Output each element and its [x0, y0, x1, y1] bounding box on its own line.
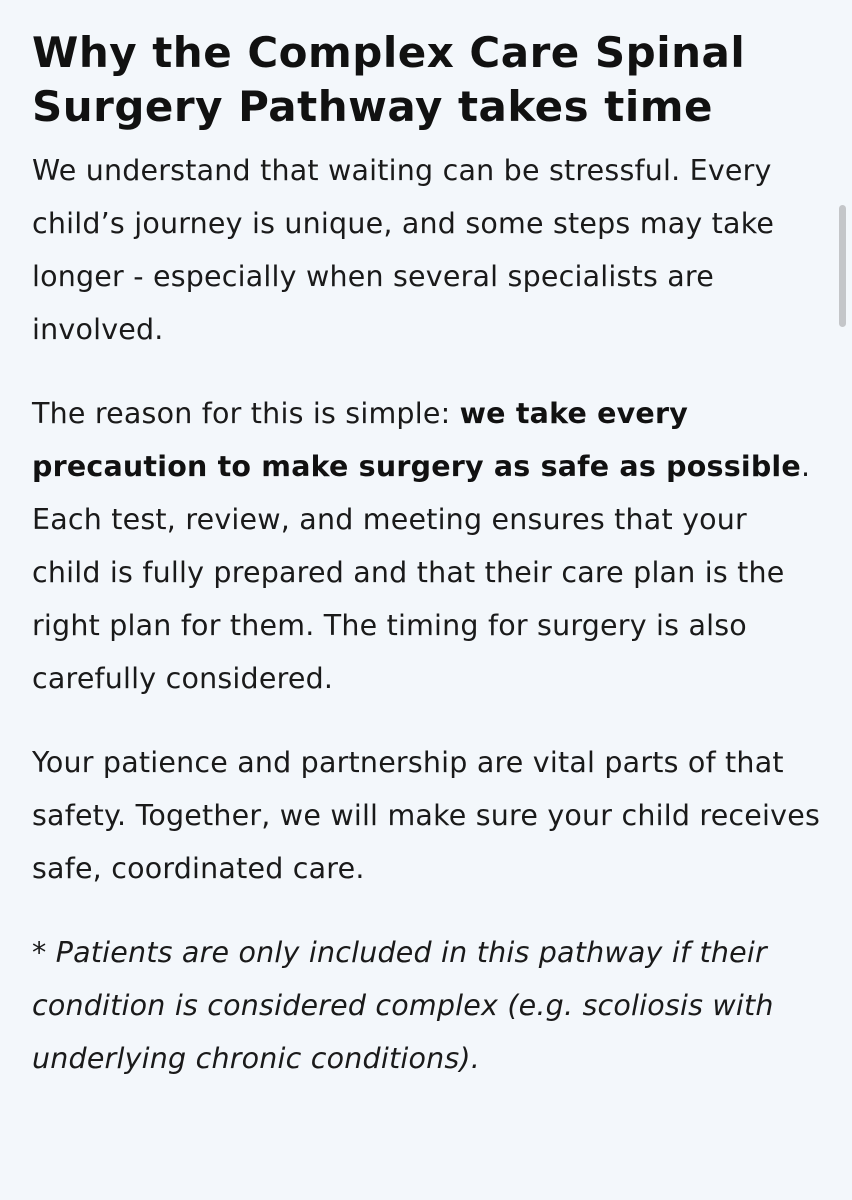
partnership-paragraph: Your patience and partnership are vital parts of that safety. Together, we will make sure your child receives safe, coordinated care. [32, 746, 821, 885]
vertical-scrollbar[interactable] [839, 205, 846, 327]
intro-paragraph: We understand that waiting can be stressful. Every child’s journey is unique, and some steps may take longer - especially when several specialists are involved. [32, 154, 775, 346]
safety-paragraph-emphasis: we take every precaution to make surgery as safe as possible [32, 397, 801, 483]
safety-paragraph-rest: . Each test, review, and meeting ensures that your child is fully prepared and that their care plan is the right plan for them. The timing for surgery is also carefully considered. [32, 450, 811, 695]
safety-paragraph [32, 387, 822, 705]
safety-paragraph-lead: The reason for this is simple: [32, 397, 460, 430]
footnote: * Patients are only included in this pathway if their condition is considered complex (e.g. scoliosis with underlying chronic conditions). [32, 936, 774, 1075]
article [32, 26, 822, 1085]
page-title: Why the Complex Care Spinal Surgery Pathway takes time [32, 28, 746, 131]
